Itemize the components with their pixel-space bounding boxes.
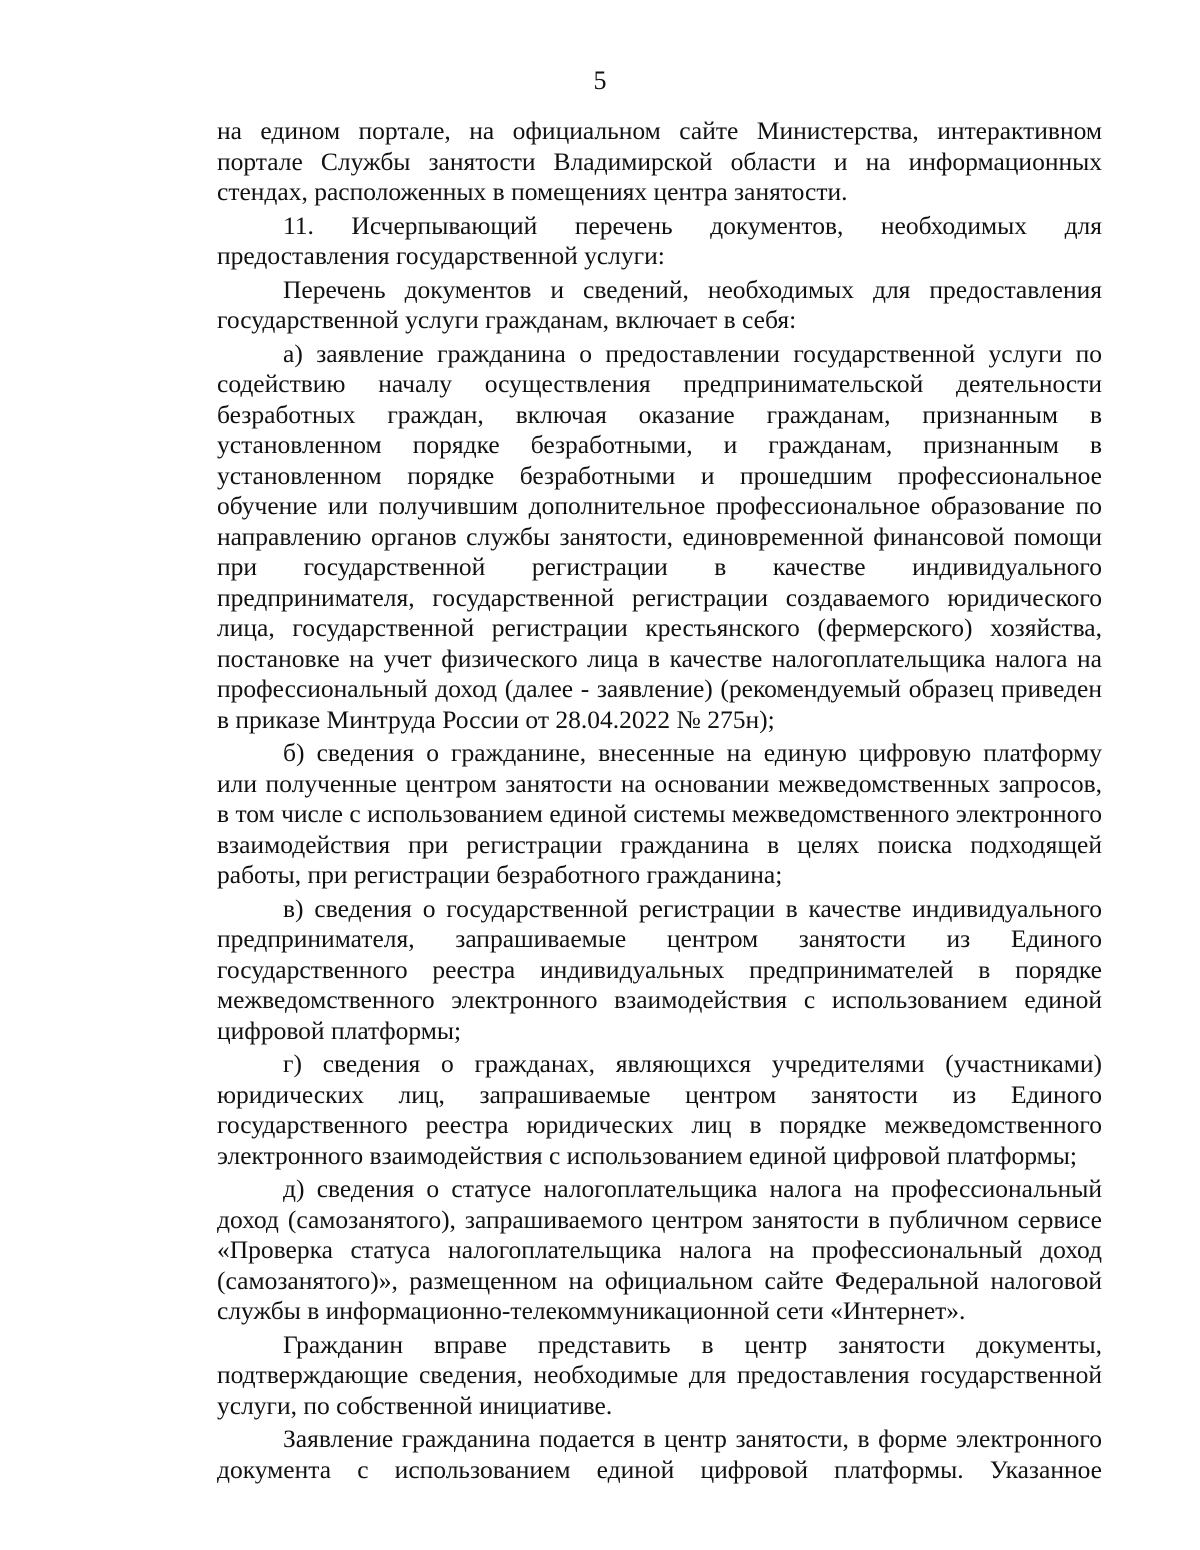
paragraph-item-b: б) сведения о гражданине, внесенные на единую цифровую платформу или полученные центром занятости на основании межведомственных запросов, в том числе с использованием единой системы межведомственного электронного взаимодействия при регистрации гражданина в целях поиска подходящей работы, при регистрации безработного гражданина; (217, 738, 1102, 889)
paragraph-continuation: на едином портале, на официальном сайте Министерства, интерактивном портале Службы занятости Владимирской области и на информационных стендах, расположенных в помещениях центра занятости. (217, 116, 1102, 206)
document-body (217, 116, 1102, 1485)
paragraph-citizen-right: Гражданин вправе представить в центр занятости документы, подтверждающие сведения, необходимые для предоставления государственной услуги, по собственной инициативе. (217, 1329, 1102, 1420)
paragraph-item-d: д) сведения о статусе налогоплательщика налога на профессиональный доход (самозанятого), запрашиваемого центром занятости в публичном сервисе «Проверка статуса налогоплательщика налога на профессиональный доход (самозанятого)», размещенном на официальном сайте Федеральной налоговой службы в информационно-телекоммуникационной сети «Интернет». (217, 1174, 1102, 1325)
paragraph-item-v: в) сведения о государственной регистрации в качестве индивидуального предпринимателя, запрашиваемые центром занятости из Единого государственного реестра индивидуальных предпринимателей в порядке межведомственного электронного взаимодействия с использованием единой цифровой платформы; (217, 893, 1102, 1045)
paragraph-application-submission: Заявление гражданина подается в центр занятости, в форме электронного документа с использованием единой цифровой платформы. Указанное (217, 1424, 1102, 1484)
page-number: 5 (593, 66, 607, 95)
paragraph-documents-list-intro: Перечень документов и сведений, необходимых для предоставления государственной услуги гражданам, включает в себя: (217, 274, 1102, 334)
paragraph-item-a: а) заявление гражданина о предоставлении государственной услуги по содействию началу осуществления предпринимательской деятельности безработных граждан, включая оказание гражданам, признанным в установленном порядке безработными, и гражданам, признанным в установленном порядке безработными и прошедшим профессиональное обучение или получившим дополнительное профессиональное образование по направлению органов службы занятости, единовременной финансовой помощи при государственной регистрации в качестве индивидуального предпринимателя, государственной регистрации создаваемого юридического лица, государственной регистрации крестьянского (фермерского) хозяйства, постановке на учет физического лица в качестве налогоплательщика налога на профессиональный доход (далее - заявление) (рекомендуемый образец приведен в приказе Минтруда России от 28.04.2022 № 275н); (217, 338, 1102, 734)
paragraph-section-11: 11. Исчерпывающий перечень документов, необходимых для предоставления государственной услуги: (217, 210, 1102, 270)
paragraph-item-g: г) сведения о гражданах, являющихся учредителями (участниками) юридических лиц, запрашиваемые центром занятости из Единого государственного реестра юридических лиц в порядке межведомственного электронного взаимодействия с использованием единой цифровой платформы; (217, 1049, 1102, 1170)
